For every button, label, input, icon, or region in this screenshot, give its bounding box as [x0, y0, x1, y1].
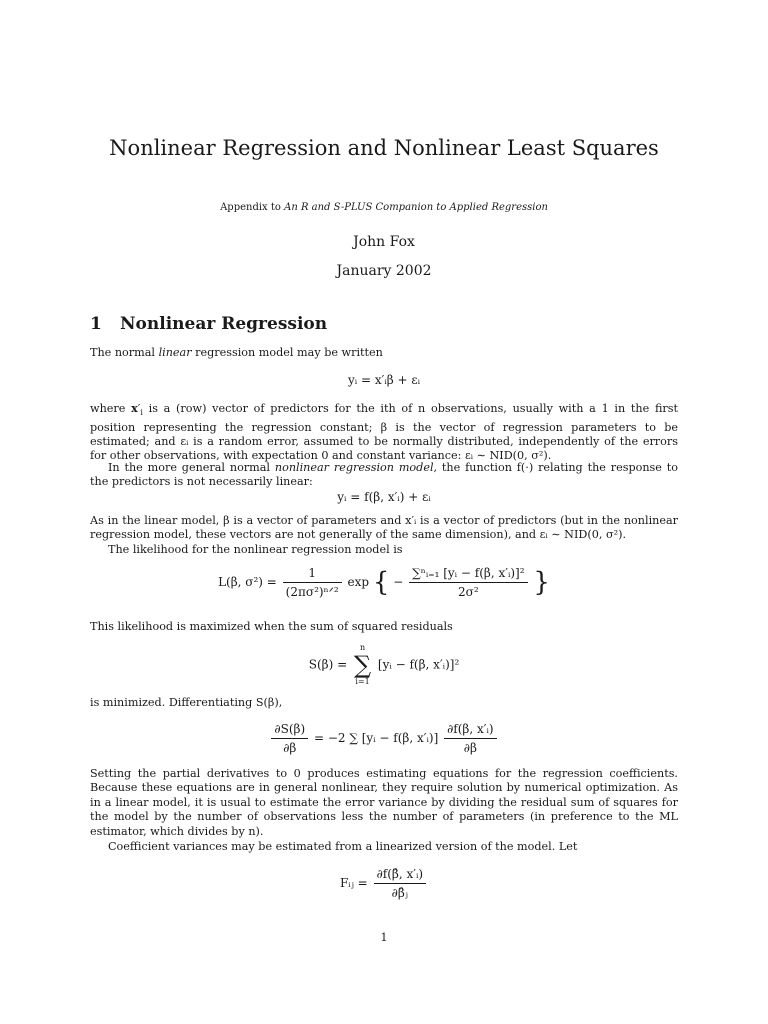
deriv-denominator-2: ∂β — [463, 741, 477, 755]
lik-inner-denominator: 2σ² — [458, 585, 479, 599]
p3-text-a: In the more general normal — [108, 461, 271, 474]
lik-inner-numerator: ∑ⁿᵢ₌₁ [yᵢ − f(β, x′ᵢ)]² — [409, 566, 527, 583]
paragraph-3 — [90, 461, 678, 490]
deriv-fraction-right — [444, 722, 496, 755]
paragraph-9: Coefficient variances may be estimated from a linearized version of the model. Let — [108, 840, 578, 853]
ssr-lhs: S(β) = — [308, 657, 348, 672]
p1-emphasis: linear — [158, 346, 192, 359]
paper-subtitle — [0, 202, 768, 213]
section-title: Nonlinear Regression — [120, 314, 328, 334]
sum-upper-limit: n — [359, 643, 366, 652]
equation-likelihood: L(β, σ²) = $\frac{1}{\text{(2πσ²)ⁿᐟ²}}$ exp { − $\frac{\text{∑ⁿᵢ₌₁ [yᵢ − f(β, x′ᵢ)]²}}{\text{2σ²}}$ } — [218, 566, 550, 599]
deriv-denominator: ∂β — [283, 741, 297, 755]
p2-lead: where — [90, 402, 126, 415]
p3-emphasis: nonlinear regression model — [274, 461, 434, 474]
subtitle-book: An R and S-PLUS Companion to Applied Regression — [284, 202, 548, 213]
F-lhs: Fᵢⱼ = — [339, 876, 368, 890]
lik-fraction — [283, 566, 342, 599]
deriv-fraction-left — [271, 722, 308, 755]
lik-inner-fraction — [409, 566, 527, 599]
deriv-numerator-2: ∂f(β, x′ᵢ) — [444, 722, 496, 739]
paragraph-7: is minimized. Differentiating S(β), — [90, 696, 283, 709]
paragraph-8: Setting the partial derivatives to 0 produces estimating equations for the regression coefficients. Because these equations are in general nonlinear, they require solution by numerical optimization. As in a linear model, it is usual to estimate the error variance by dividing the residual sum of squares for the model by the number of observations less the number of parameters (in preference to the ML estimator, which divides by n). — [90, 767, 678, 838]
ssr-rhs: [yᵢ − f(β, x′ᵢ)]² — [377, 657, 460, 672]
equation-nonlinear-model: yᵢ = f(β, x′ᵢ) + εᵢ — [337, 490, 431, 504]
F-fraction — [374, 867, 426, 900]
lik-numerator: 1 — [283, 566, 342, 583]
page-number: 1 — [380, 931, 388, 944]
deriv-middle: = −2 ∑ [yᵢ − f(β, x′ᵢ)] — [313, 731, 439, 745]
lik-denominator: (2πσ²)ⁿᐟ² — [285, 585, 339, 599]
paragraph-2: where $x'_i$ is a (row) vector of predictors for the ith of n observations, usually with a 1 in the first position representing the regression constant; β is the vector of regression parameters to be estimated; and εᵢ is a random error, assumed to be normally distributed, independently of the errors for other observations, with expectation 0 and constant variance: εᵢ ∼ NID(0, σ²). — [90, 401, 679, 463]
p1-text-b: regression model may be written — [195, 346, 383, 359]
p1-text-a: The normal — [90, 346, 155, 359]
paper-title: Nonlinear Regression and Nonlinear Least Squares — [109, 136, 659, 160]
subtitle-prefix: Appendix to — [220, 202, 281, 213]
lik-exp: exp — [347, 575, 370, 589]
author: John Fox — [353, 234, 415, 250]
section-heading — [90, 314, 327, 334]
lik-lhs: L(β, σ²) = — [218, 575, 277, 589]
deriv-numerator: ∂S(β) — [271, 722, 308, 739]
p2-text: is a (row) vector of predictors for the ith of n observations, usually with a 1 in the first position representing the regression constant; β is the vector of regression parameters to be estimated; and εᵢ is a random error, assumed to be normally distributed, independently of the errors for other observations, with expectation 0 and constant variance: εᵢ ∼ NID(0, σ²). — [90, 402, 679, 463]
p3-text-b: , the function f(·) relating the response to the predictors is not necessarily linear: — [90, 461, 678, 489]
equation-linear-model: yᵢ = x′ᵢβ + εᵢ — [347, 373, 421, 387]
sum-lower-limit: i=1 — [355, 677, 370, 686]
equation-F-matrix — [0, 867, 768, 900]
equation-sum-squares — [0, 642, 768, 688]
paragraph-6: This likelihood is maximized when the sum of squared residuals — [90, 620, 453, 633]
paragraph-5: The likelihood for the nonlinear regression model is — [108, 543, 403, 556]
paragraph-4: As in the linear model, β is a vector of parameters and x′ᵢ is a vector of predictors (but in the nonlinear regression model, these vectors are not generally of the same dimension), and εᵢ ∼ NID(0, σ²). — [90, 514, 678, 542]
date: January 2002 — [336, 263, 432, 279]
equation-derivative — [0, 722, 768, 755]
paragraph-1 — [90, 346, 678, 360]
F-numerator: ∂f(β̂, x′ᵢ) — [374, 867, 426, 884]
F-denominator: ∂β̂ⱼ — [391, 886, 408, 900]
sum-sign: n ∑ i=1 — [353, 643, 372, 686]
section-number: 1 — [90, 314, 102, 334]
